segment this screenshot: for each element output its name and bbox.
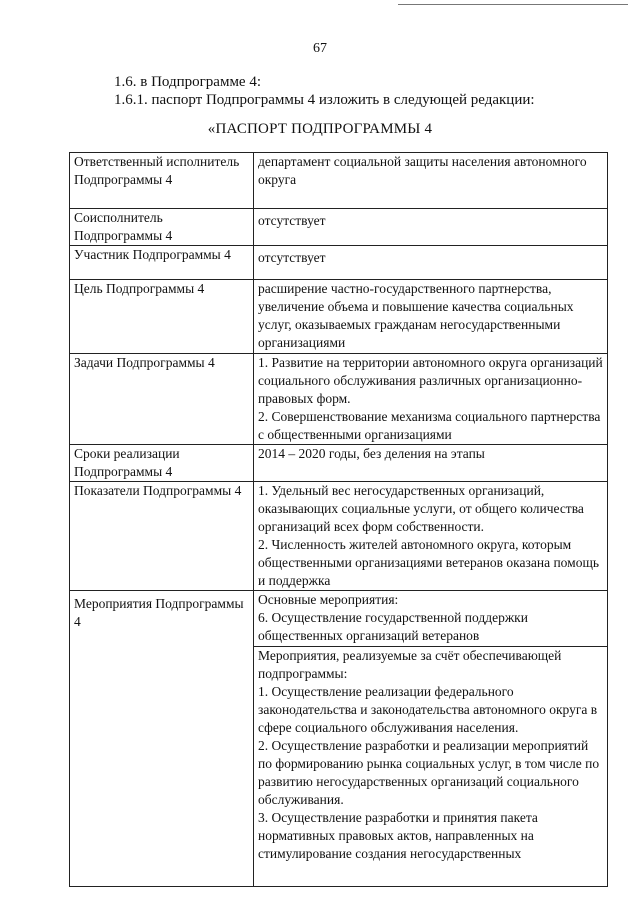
row-value: расширение частно-государственного партнерства, увеличение объема и повышение качества социальных услуг, оказываемых гражданам негосударственными организациями [254, 280, 608, 354]
task-2: 2. Совершенствование механизма социального партнерства с общественными организациями [258, 409, 601, 442]
row-label: Ответственный исполнитель Подпрограммы 4 [70, 153, 254, 209]
table-row [70, 354, 608, 445]
row-value [254, 354, 608, 445]
indicator-2: 2. Численность жителей автономного округа, которым общественными организациями ветеранов оказана помощь и поддержка [258, 537, 600, 588]
support-activities-cell [254, 647, 608, 887]
row-value: департамент социальной защиты населения автономного округа [254, 153, 608, 209]
row-label: Соисполнитель Подпрограммы 4 [70, 209, 254, 246]
table-row [70, 280, 608, 354]
row-value: отсутствует [254, 209, 608, 246]
indicator-1: 1. Удельный вес негосударственных организаций, оказывающих социальные услуги, от общего количества организаций всех форм собственности. [258, 483, 584, 534]
table-row [70, 445, 608, 482]
page-number: 67 [313, 41, 327, 56]
table-row [70, 209, 608, 246]
intro-line-2: 1.6.1. паспорт Подпрограммы 4 изложить в следующей редакции: [114, 92, 535, 108]
intro-line-1: 1.6. в Подпрограмме 4: [114, 74, 262, 90]
support-activity-1: 1. Осуществление реализации федерального законодательства и законодательства автономного округа в сфере социального обслуживания населения. [258, 684, 598, 735]
table-row [70, 482, 608, 591]
row-label: Задачи Подпрограммы 4 [70, 354, 254, 445]
main-activities-heading: Основные мероприятия: [258, 592, 399, 607]
top-rule [398, 4, 628, 5]
main-activity-6: 6. Осуществление государственной поддержки общественных организаций ветеранов [258, 610, 528, 643]
row-label: Сроки реализации Подпрограммы 4 [70, 445, 254, 482]
support-activity-2: 2. Осуществление разработки и реализации мероприятий по формированию рынка социальных услуг, в том числе по развитию негосударственных организаций социального обслуживания. [258, 738, 600, 807]
task-1: 1. Развитие на территории автономного округа организаций социального обслуживания различных организационно-правовых форм. [258, 355, 603, 406]
support-activity-3: 3. Осуществление разработки и принятия пакета нормативных правовых актов, направленных на стимулирование создания негосударственных [258, 810, 538, 861]
row-value: отсутствует [254, 246, 608, 280]
row-value: 2014 – 2020 годы, без деления на этапы [254, 445, 608, 482]
table-row [70, 591, 608, 647]
passport-table [69, 152, 608, 887]
row-label: Участник Подпрограммы 4 [70, 246, 254, 280]
row-value [254, 482, 608, 591]
row-label: Цель Подпрограммы 4 [70, 280, 254, 354]
main-activities-cell [254, 591, 608, 647]
table-row [70, 246, 608, 280]
support-activities-heading: Мероприятия, реализуемые за счёт обеспечивающей подпрограммы: [258, 648, 562, 681]
table-row [70, 153, 608, 209]
row-label: Показатели Подпрограммы 4 [70, 482, 254, 591]
passport-title: «ПАСПОРТ ПОДПРОГРАММЫ 4 [207, 121, 433, 137]
row-label: Мероприятия Подпрограммы 4 [70, 591, 254, 887]
